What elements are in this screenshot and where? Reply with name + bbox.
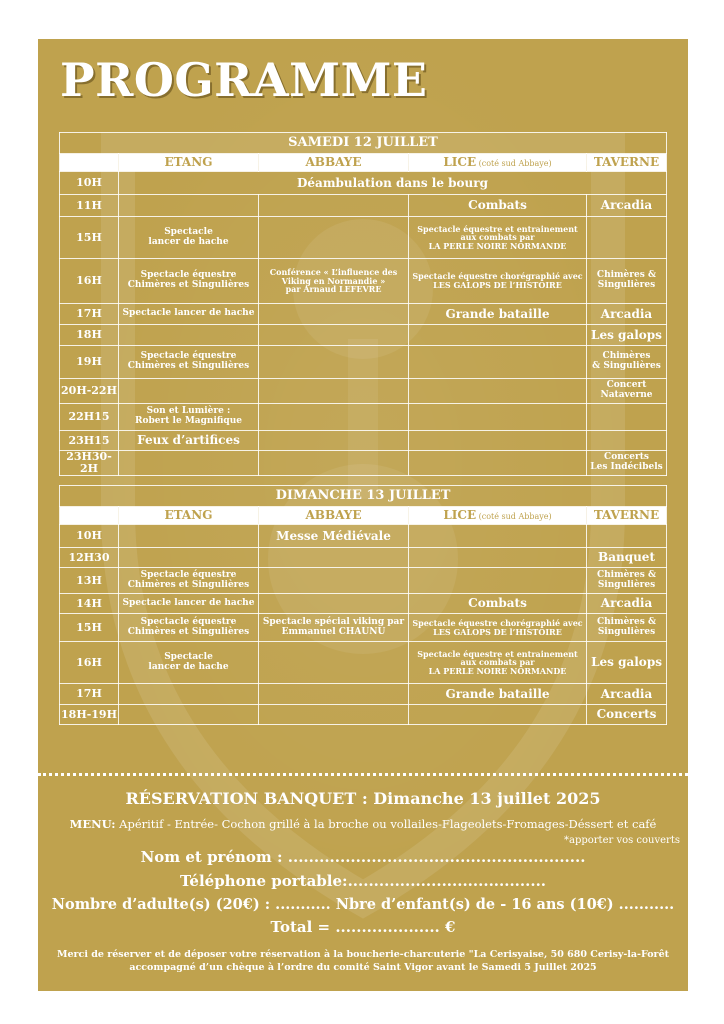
abbaye-cell xyxy=(259,642,409,684)
footer-line-1: Merci de réserver et de déposer votre réservation à la boucherie-charcuterie "La Cerisyaise, 50 680 Cerisy-la-Forêt xyxy=(56,949,669,960)
guest-count-field: Nombre d’adulte(s) (20€) : ........... Nbre d’enfant(s) de - 16 ans (10€) ........... xyxy=(51,896,675,913)
header-time xyxy=(60,507,119,525)
taverne-cell: Chimères & Singulières xyxy=(587,568,667,594)
footer-line-2: accompagné d’un chèque à l’ordre du comité Saint Vigor avant le Samedi 5 Juillet 2025 xyxy=(129,962,597,973)
taverne-cell: Banquet xyxy=(587,548,667,568)
taverne-cell: Arcadia xyxy=(587,594,667,614)
time-cell: 13H xyxy=(60,568,119,594)
lice-cell xyxy=(409,705,587,725)
etang-cell xyxy=(119,325,259,346)
schedule-row xyxy=(60,404,667,431)
header-lice: LICE (coté sud Abbaye) xyxy=(409,507,587,525)
taverne-cell: Concerts xyxy=(587,705,667,725)
schedule-row xyxy=(60,217,667,259)
page-title: PROGRAMME xyxy=(60,53,428,107)
dotted-divider xyxy=(38,773,688,776)
taverne-cell: Les galops xyxy=(587,325,667,346)
schedule-row xyxy=(60,451,667,476)
etang-cell: Spectacle équestre Chimères et Singulières xyxy=(119,259,259,304)
time-cell: 18H xyxy=(60,325,119,346)
schedule-row xyxy=(60,259,667,304)
schedule-row xyxy=(60,379,667,404)
lice-cell xyxy=(409,404,587,431)
schedule-row xyxy=(60,325,667,346)
taverne-cell: Les galops xyxy=(587,642,667,684)
time-cell: 10H xyxy=(60,172,119,195)
lice-cell xyxy=(409,451,587,476)
time-cell: 10H xyxy=(60,525,119,548)
schedule-row xyxy=(60,304,667,325)
taverne-cell: Chimères & Singulières xyxy=(587,259,667,304)
cutlery-note: *apporter vos couverts xyxy=(563,835,680,846)
abbaye-cell xyxy=(259,304,409,325)
abbaye-cell xyxy=(259,404,409,431)
header-etang: ETANG xyxy=(119,507,259,525)
etang-cell: Spectacle lancer de hache xyxy=(119,217,259,259)
abbaye-cell: Messe Médiévale xyxy=(259,525,409,548)
time-cell: 12H30 xyxy=(60,548,119,568)
lice-cell: Spectacle équestre et entrainement aux combats par LA PERLE NOIRE NORMANDE xyxy=(409,217,587,259)
abbaye-cell xyxy=(259,548,409,568)
header-abbaye: ABBAYE xyxy=(259,154,409,172)
taverne-cell: Concert Nataverne xyxy=(587,379,667,404)
menu-line xyxy=(38,817,688,831)
abbaye-cell xyxy=(259,451,409,476)
sunday-day-title: DIMANCHE 13 JUILLET xyxy=(60,486,667,507)
schedule-row xyxy=(60,431,667,451)
etang-cell xyxy=(119,684,259,705)
abbaye-cell xyxy=(259,684,409,705)
lice-cell: Combats xyxy=(409,594,587,614)
schedule-row xyxy=(60,642,667,684)
header-taverne: TAVERNE xyxy=(587,507,667,525)
lice-cell xyxy=(409,346,587,379)
schedule-row xyxy=(60,684,667,705)
etang-cell xyxy=(119,379,259,404)
reservation-title: RÉSERVATION BANQUET : Dimanche 13 juillet 2025 xyxy=(125,789,601,808)
etang-cell xyxy=(119,195,259,217)
schedule-row xyxy=(60,614,667,642)
lice-cell xyxy=(409,525,587,548)
sunday-schedule xyxy=(59,485,667,725)
schedule-row xyxy=(60,195,667,217)
taverne-cell xyxy=(587,525,667,548)
menu-label: MENU: xyxy=(69,817,116,831)
etang-cell: Spectacle lancer de hache xyxy=(119,594,259,614)
schedule-row xyxy=(60,172,667,195)
etang-cell: Spectacle équestre Chimères et Singulières xyxy=(119,614,259,642)
lice-cell: Spectacle équestre chorégraphié avec LES GALOPS DE l’HISTOIRE xyxy=(409,259,587,304)
etang-cell: Spectacle lancer de hache xyxy=(119,304,259,325)
time-cell: 23H15 xyxy=(60,431,119,451)
schedule-row xyxy=(60,568,667,594)
phone-field: Téléphone portable:...................................... xyxy=(179,872,547,890)
taverne-cell xyxy=(587,431,667,451)
lice-cell xyxy=(409,325,587,346)
schedule-row xyxy=(60,548,667,568)
saturday-schedule xyxy=(59,132,667,476)
time-cell: 16H xyxy=(60,259,119,304)
abbaye-cell xyxy=(259,195,409,217)
time-cell: 17H xyxy=(60,304,119,325)
header-taverne: TAVERNE xyxy=(587,154,667,172)
abbaye-cell: Spectacle spécial viking par Emmanuel CHAUNU xyxy=(259,614,409,642)
taverne-cell: Arcadia xyxy=(587,684,667,705)
abbaye-cell xyxy=(259,379,409,404)
time-cell: 19H xyxy=(60,346,119,379)
abbaye-cell xyxy=(259,431,409,451)
etang-cell xyxy=(119,548,259,568)
schedule-row xyxy=(60,346,667,379)
lice-cell: Spectacle équestre et entrainement aux combats par LA PERLE NOIRE NORMANDE xyxy=(409,642,587,684)
etang-cell: Spectacle équestre Chimères et Singulières xyxy=(119,346,259,379)
etang-cell: Spectacle équestre Chimères et Singulières xyxy=(119,568,259,594)
abbaye-cell xyxy=(259,217,409,259)
menu-text: Apéritif - Entrée- Cochon grillé à la broche ou vollailes-Flageolets-Fromages-Déssert et café xyxy=(115,817,657,831)
time-cell: 15H xyxy=(60,614,119,642)
time-cell: 15H xyxy=(60,217,119,259)
etang-cell xyxy=(119,525,259,548)
schedule-row xyxy=(60,525,667,548)
time-cell: 20H-22H xyxy=(60,379,119,404)
taverne-cell xyxy=(587,404,667,431)
etang-cell xyxy=(119,451,259,476)
header-etang: ETANG xyxy=(119,154,259,172)
lice-cell: Grande bataille xyxy=(409,684,587,705)
taverne-cell xyxy=(587,217,667,259)
abbaye-cell xyxy=(259,594,409,614)
header-lice: LICE (coté sud Abbaye) xyxy=(409,154,587,172)
time-cell: 17H xyxy=(60,684,119,705)
name-field: Nom et prénom : ......................................................... xyxy=(140,848,586,866)
lice-cell xyxy=(409,379,587,404)
abbaye-cell xyxy=(259,705,409,725)
header-abbaye: ABBAYE xyxy=(259,507,409,525)
etang-cell xyxy=(119,705,259,725)
abbaye-cell xyxy=(259,325,409,346)
etang-cell: Spectacle lancer de hache xyxy=(119,642,259,684)
header-lice-note: (coté sud Abbaye) xyxy=(476,512,552,522)
schedule-row xyxy=(60,705,667,725)
abbaye-cell: Conférence « L’influence des Viking en Normandie » par Arnaud LEFEVRE xyxy=(259,259,409,304)
time-cell: 22H15 xyxy=(60,404,119,431)
taverne-cell: Chimères & Singulières xyxy=(587,614,667,642)
program-poster xyxy=(38,39,688,991)
time-cell: 18H-19H xyxy=(60,705,119,725)
time-cell: 14H xyxy=(60,594,119,614)
time-cell: 11H xyxy=(60,195,119,217)
abbaye-cell xyxy=(259,568,409,594)
span-cell: Déambulation dans le bourg xyxy=(119,172,667,195)
lice-cell: Grande bataille xyxy=(409,304,587,325)
taverne-cell: Arcadia xyxy=(587,304,667,325)
lice-cell xyxy=(409,568,587,594)
saturday-day-title: SAMEDI 12 JUILLET xyxy=(60,133,667,154)
total-field: Total = .................... € xyxy=(270,918,456,936)
header-time xyxy=(60,154,119,172)
abbaye-cell xyxy=(259,346,409,379)
etang-cell: Feux d’artifices xyxy=(119,431,259,451)
header-lice-note: (coté sud Abbaye) xyxy=(476,159,552,169)
schedule-row xyxy=(60,594,667,614)
lice-cell: Spectacle équestre chorégraphié avec LES GALOPS DE l’HISTOIRE xyxy=(409,614,587,642)
taverne-cell: Arcadia xyxy=(587,195,667,217)
taverne-cell: Chimères & Singulières xyxy=(587,346,667,379)
etang-cell: Son et Lumière : Robert le Magnifique xyxy=(119,404,259,431)
lice-cell: Combats xyxy=(409,195,587,217)
taverne-cell: Concerts Les Indécibels xyxy=(587,451,667,476)
time-cell: 23H30-2H xyxy=(60,451,119,476)
lice-cell xyxy=(409,431,587,451)
time-cell: 16H xyxy=(60,642,119,684)
lice-cell xyxy=(409,548,587,568)
